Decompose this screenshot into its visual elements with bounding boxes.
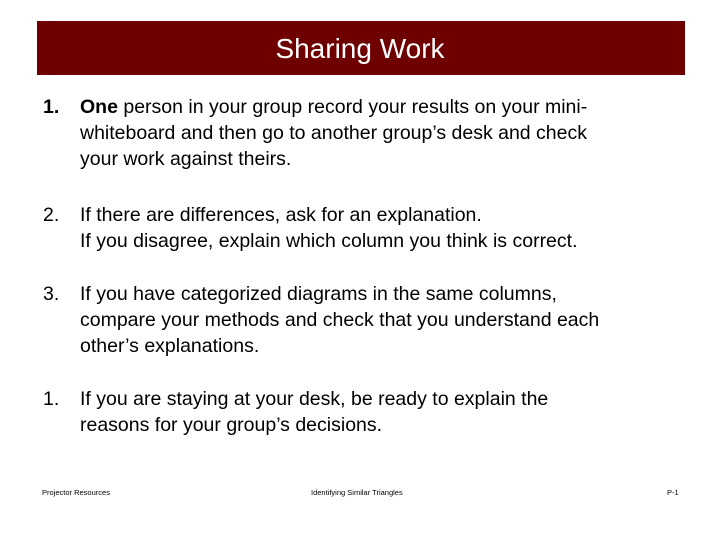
item-text — [80, 386, 683, 438]
item-line: If you are staying at your desk, be ready to explain the — [80, 388, 549, 410]
title-bar — [37, 21, 685, 75]
item-line: If there are differences, ask for an explanation. — [80, 204, 482, 226]
list-item-3 — [43, 281, 683, 359]
item-line-text: person in your group record your results on your mini- — [117, 96, 588, 118]
list-item-2 — [43, 202, 683, 254]
footer-left-text: Projector Resources — [42, 488, 110, 497]
item-text — [80, 94, 683, 172]
item-line: compare your methods and check that you understand each — [80, 309, 600, 331]
list-item-4 — [43, 386, 683, 438]
footer-center-text: Identifying Similar Triangles — [311, 488, 403, 497]
item-number: 1. — [43, 388, 60, 410]
item-line: If you disagree, explain which column you think is correct. — [80, 230, 578, 252]
item-line: reasons for your group’s decisions. — [80, 414, 383, 436]
item-number: 1. — [43, 96, 60, 118]
item-number: 3. — [43, 283, 60, 305]
item-line: your work against theirs. — [80, 148, 292, 170]
item-line — [80, 94, 683, 120]
bold-lead-word: One — [80, 96, 118, 118]
list-item-1 — [43, 94, 683, 172]
item-line: If you have categorized diagrams in the same columns, — [80, 283, 557, 305]
item-line: whiteboard and then go to another group’s desk and check — [80, 122, 587, 144]
item-line: other’s explanations. — [80, 335, 260, 357]
footer-page-number: P-1 — [667, 488, 679, 497]
item-text — [80, 281, 683, 359]
slide-title: Sharing Work — [275, 33, 445, 64]
item-text — [80, 202, 683, 254]
item-number: 2. — [43, 204, 60, 226]
